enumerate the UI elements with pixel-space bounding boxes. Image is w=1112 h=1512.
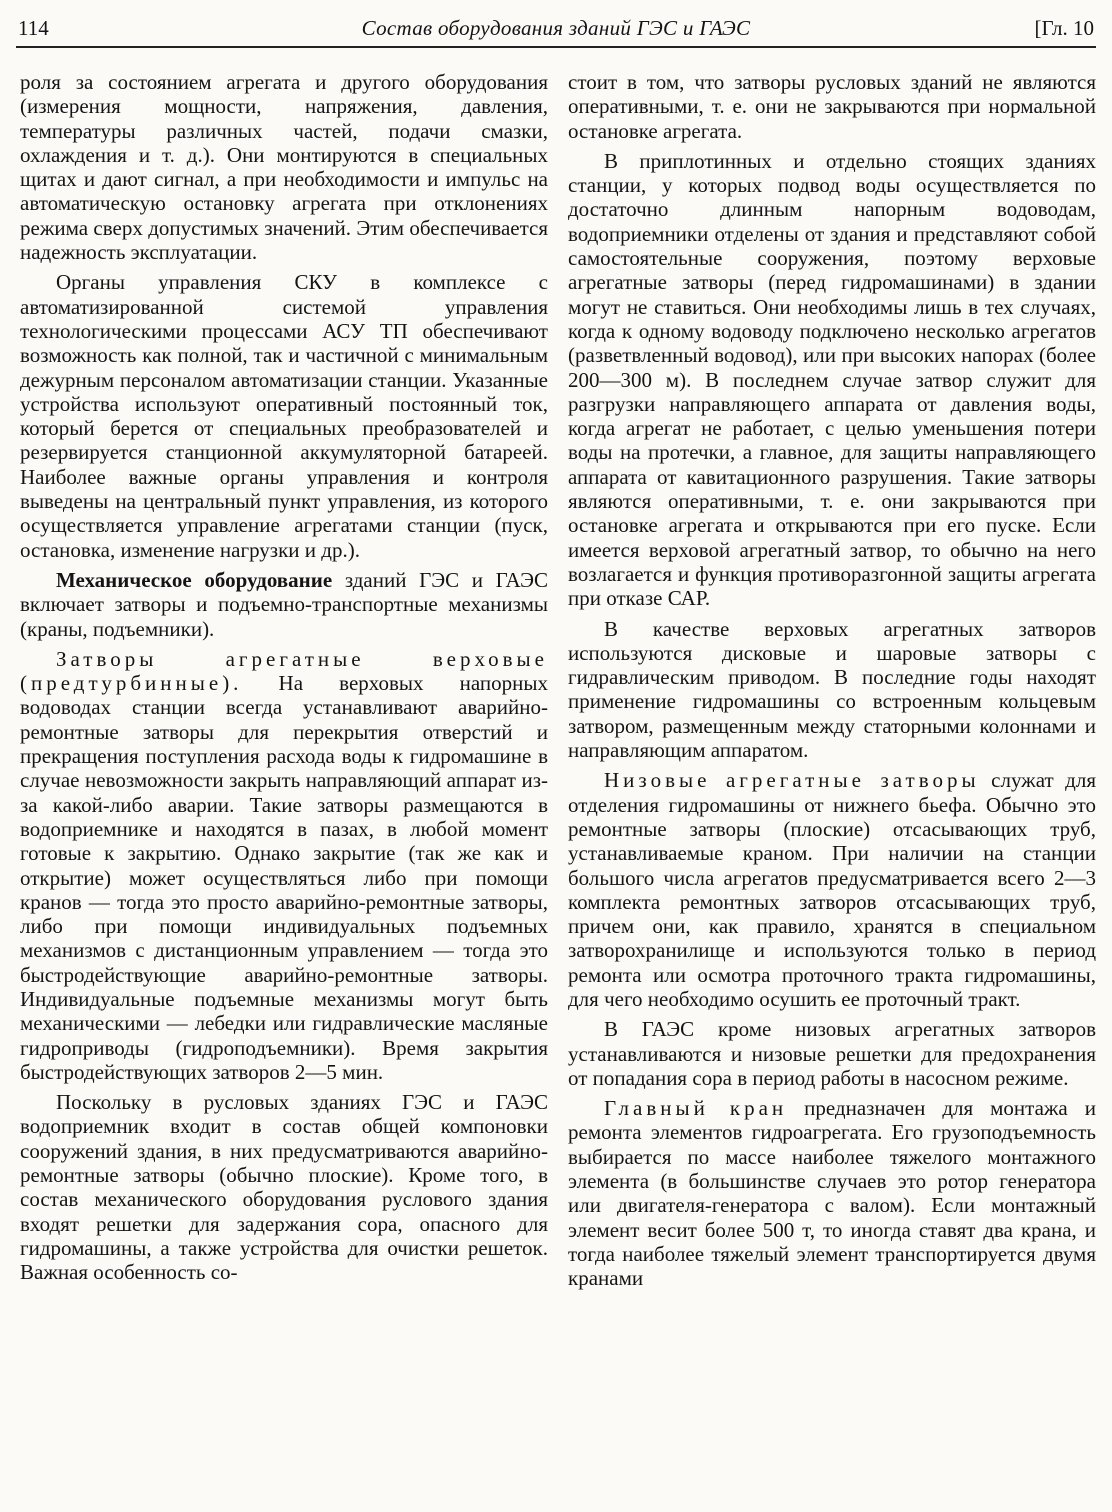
running-title: Состав оборудования зданий ГЭС и ГАЭС [361,16,751,40]
paragraph-continuation: роля за состоянием агрегата и другого оборудования (измерения мощности, напряжения, давления, температуры различных частей, подачи смазки, охлаждения и т. д.). Они монтируются в специальных щитах и дают сигнал, а при необходимости и импульс на автоматическую остановку агрегата при отклонениях режима сверх допустимых значений. Этим обеспечивается надежность эксплуатации. [20,70,548,265]
paragraph-text: На верховых напорных водоводах станции всегда устанавливают аварийно-ремонтные затворы для перекрытия отверстий и прекращения поступления расхода воды к гидромашине в случае невозможности закрыть направляющий аппарат из-за какой-либо аварии. Такие затворы размещаются в водоприемнике и находятся в пазах, в любой момент готовые к закрытию. Однако закрытие (так же как и открытие) может осуществляться либо при помощи кранов — тогда это просто аварийно-ремонтные затворы, либо при помощи индивидуальных подъемных механизмов с дистанционным управлением — тогда это быстродействующие аварийно-ремонтные затворы. Индивидуальные подъемные механизмы могут быть механическими — лебедки или гидравлические масляные гидроприводы (гидроподъемники). Время закрытия быстродействующих затворов 2—5 мин. [20,671,548,1084]
chapter-marker: [Гл. 10 [1034,16,1094,40]
paragraph-gate-types: В качестве верховых агрегатных затворов используются дисковые и шаровые затворы с гидравлическим приводом. В последние годы находят применение гидромашины со встроенным кольцевым затвором, размещенным между статорными колоннами и направляющим аппаратом. [568,616,1096,763]
term-main-crane: Главный кран [604,1096,788,1121]
left-column [20,70,548,1285]
paragraph-text: зданий ГЭС и ГАЭС включает затворы и подъемно-транспортные механизмы (краны, подъемники). [20,567,548,641]
paragraph-main-crane [568,1096,1096,1290]
paragraph-continuation: стоит в том, что затворы русловых зданий не являются оперативными, т. е. они не закрываются при нормальной остановке агрегата. [568,70,1096,143]
term-downstream-gates: Низовые агрегатные затворы [604,768,980,793]
paragraph-dam-adjacent: В приплотинных и отдельно стоящих зданиях станции, у которых подвод воды осуществляется по достаточно длинным напорным водоводам, водоприемники отделены от здания и представляют собой самостоятельные сооружения, поэтому верховые агрегатные затворы (перед гидромашинами) в здании могут не ставиться. Они необходимы лишь в тех случаях, когда к одному водоводу подключено несколько агрегатов (разветвленный водовод), или при высоких напорах (более 200—300 м). В последнем случае затвор служит для разгрузки направляющего аппарата от давления воды, когда агрегат не работает, с целью уменьшения потери воды на протечки, а главное, для защиты направляющего аппарата от кавитационного разрушения. Такие затворы являются оперативными, т. е. они закрываются при остановке агрегата и открываются при его пуске. Если имеется верховой агрегатный затвор, то обычно на него возлагается и функция противоразгонной защиты агрегата при отказе САР. [568,148,1096,611]
right-column [568,70,1096,1291]
paragraph-text: предназначен для монтажа и ремонта элементов гидроагрегата. Его грузоподъемность выбирается по массе наиболее тяжелого монтажного элемента (в большинстве случаев это ротор генератора или двигателя-генератора с валом). Если монтажный элемент весит более 500 т, то иногда ставят два крана, и тогда наиболее тяжелый элемент транспортируется двумя кранами [568,1096,1096,1291]
paragraph-sku-controls: Органы управления СКУ в комплексе с автоматизированной системой управления технологическими процессами АСУ ТП обеспечивают возможность как полной, так и частичной с минимальным дежурным персоналом автоматизации станции. Указанные устройства используют оперативный постоянный ток, который берется от специальных преобразователей и резервируется станционной аккумуляторной батареей. Наиболее важные органы управления и контроля выведены на центральный пункт управления, из которого осуществляется управление агрегатами станции (пуск, остановка, изменение нагрузки и др.). [20,270,548,562]
paragraph-text: служат для отделения гидромашины от нижнего бьефа. Обычно это ремонтные затворы (плоские) отсасывающих труб, устанавливаемые краном. При наличии на станции большого числа агрегатов предусматривается всего 2—3 комплекта ремонтных затворов отсасывающих труб, причем они, как правило, хранятся в специальном затворохранилище и используются только в период ремонта или осмотра проточного тракта гидромашины, для чего необходимо осушить ее проточный тракт. [568,768,1097,1011]
paragraph-run-of-river: Поскольку в русловых зданиях ГЭС и ГАЭС водоприемник входит в состав общей компоновки сооружений здания, в них предусматриваются аварийно-ремонтные затворы (обычно плоские). Кроме того, в состав механического оборудования руслового здания входят решетки для задержания сора, опасного для гидромашины, а также устройства для очистки решеток. Важная особенность со- [20,1090,548,1285]
paragraph-downstream-gates [568,768,1096,1011]
page-number: 114 [18,16,49,40]
paragraph-pumped-storage: В ГАЭС кроме низовых агрегатных затворов устанавливаются и низовые решетки для предохранения от попадания сора в период работы в насосном режиме. [568,1017,1096,1090]
section-heading-mechanical: Механическое оборудование [56,567,333,592]
paragraph-upstream-gates [20,647,548,1084]
running-header [16,10,1096,48]
paragraph-mechanical-equipment [20,568,548,641]
term-upstream-gates: Затворы агрегатные верховые (предтурбинные). [20,646,548,696]
